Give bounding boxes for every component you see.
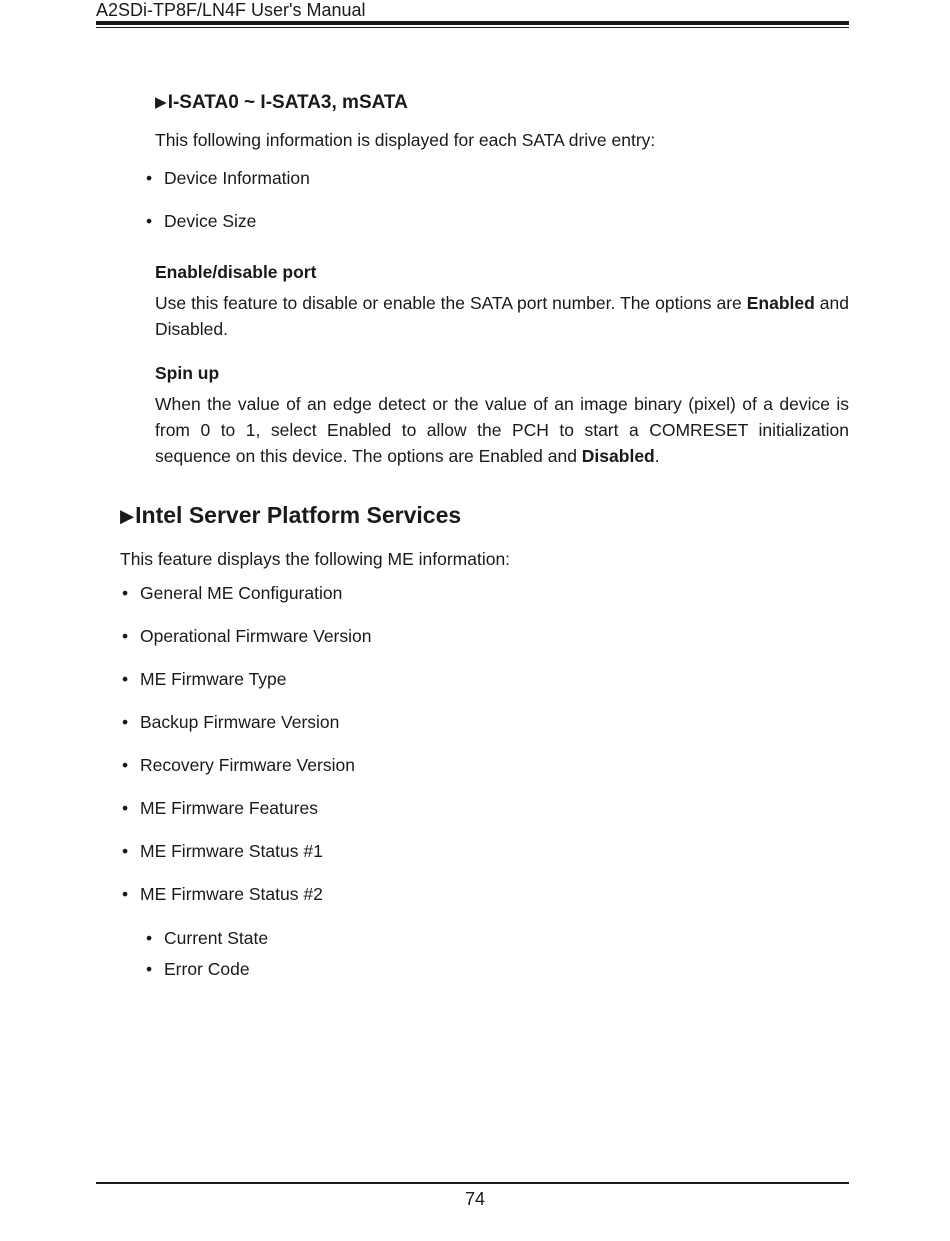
- list-item: [122, 625, 372, 647]
- bullet-icon: •: [146, 928, 153, 948]
- list-item: [146, 210, 257, 232]
- list-item: [122, 668, 287, 690]
- sps-intro: This feature displays the following ME information:: [120, 549, 511, 569]
- header-rule-thick: [96, 21, 849, 25]
- list-item: [122, 711, 340, 733]
- bullet-icon: •: [122, 669, 129, 689]
- list-item: [122, 754, 355, 776]
- sub-list-item: [146, 958, 250, 980]
- bullet-icon: •: [146, 168, 153, 188]
- sub-list-item: [146, 927, 269, 949]
- list-item-text: ME Firmware Status #2: [140, 884, 323, 904]
- list-item-text: ME Firmware Type: [140, 669, 287, 689]
- list-item: [122, 582, 343, 604]
- bullet-icon: •: [122, 755, 129, 775]
- bullet-icon: •: [146, 959, 153, 979]
- sps-heading: [120, 502, 461, 529]
- list-item-text: Device Information: [164, 168, 310, 188]
- list-item-text: Operational Firmware Version: [140, 626, 372, 646]
- sata-intro: This following information is displayed for each SATA drive entry:: [155, 130, 656, 150]
- bullet-icon: •: [122, 841, 129, 861]
- sata-heading: [155, 92, 408, 114]
- sub-list-item-text: Current State: [164, 928, 269, 948]
- enable-port-description: Use this feature to disable or enable the SATA port number. The options are Enabled and Disabled.: [155, 293, 849, 339]
- bullet-icon: •: [146, 211, 153, 231]
- spin-up-description: When the value of an edge detect or the value of an image binary (pixel) of a device is from 0 to 1, select Enabled to allow the PCH to start a COMRESET initialization sequence on this device. The options are Enabled and Disabled.: [155, 394, 849, 466]
- list-item: [122, 883, 323, 905]
- list-item-text: Backup Firmware Version: [140, 712, 340, 732]
- disabled-default: Disabled: [581, 446, 655, 466]
- footer-rule: [96, 1182, 849, 1184]
- bullet-icon: •: [122, 884, 129, 904]
- list-item-text: ME Firmware Features: [140, 798, 318, 818]
- bullet-icon: •: [122, 583, 129, 603]
- bullet-icon: •: [122, 712, 129, 732]
- enabled-default: Enabled: [746, 293, 815, 313]
- list-item: [122, 797, 318, 819]
- list-item-text: General ME Configuration: [140, 583, 343, 603]
- bullet-icon: •: [122, 626, 129, 646]
- triangle-bullet-icon: ▶: [155, 94, 167, 111]
- list-item: [122, 840, 323, 862]
- list-item-text: Recovery Firmware Version: [140, 755, 355, 775]
- bullet-icon: •: [122, 798, 129, 818]
- sub-list-item-text: Error Code: [164, 959, 250, 979]
- spin-up-title: Spin up: [155, 363, 220, 383]
- list-item-text: ME Firmware Status #1: [140, 841, 323, 861]
- page-number: 74: [464, 1189, 486, 1209]
- list-item-text: Device Size: [164, 211, 257, 231]
- triangle-bullet-icon: ▶: [120, 505, 135, 526]
- sps-heading-text: Intel Server Platform Services: [135, 502, 462, 528]
- manual-title: A2SDi-TP8F/LN4F User's Manual: [96, 0, 366, 20]
- enable-port-title: Enable/disable port: [155, 262, 317, 282]
- list-item: [146, 167, 310, 189]
- sata-heading-text: I-SATA0 ~ I-SATA3, mSATA: [167, 92, 408, 113]
- header-rule-thin: [96, 27, 849, 28]
